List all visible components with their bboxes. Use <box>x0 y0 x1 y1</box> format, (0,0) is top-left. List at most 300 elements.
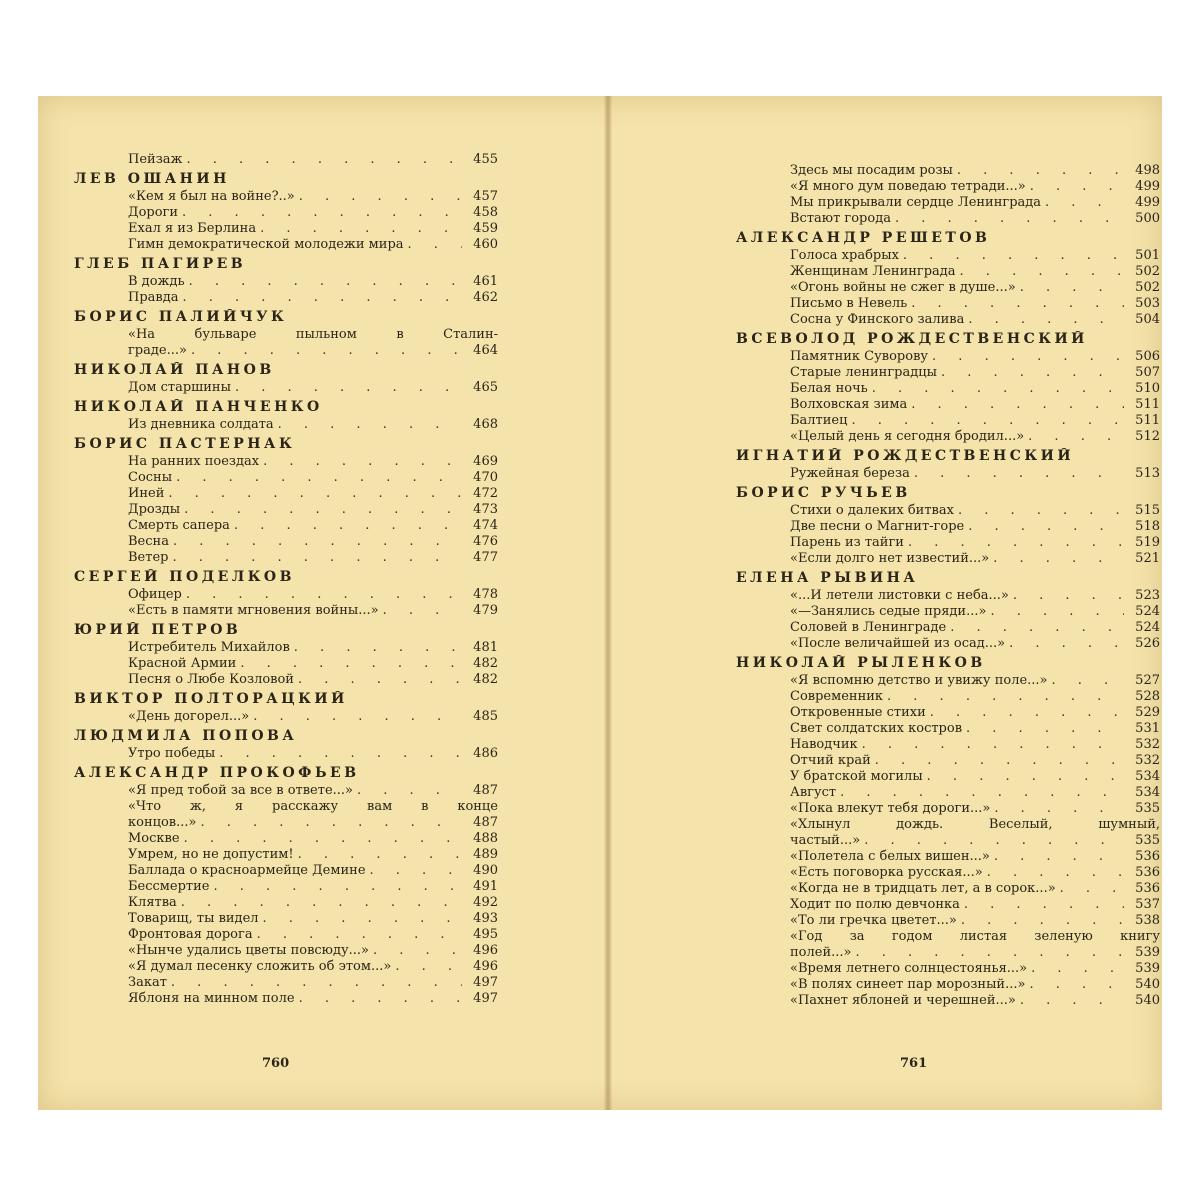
entry-title: «...И летели листовки с неба...» <box>790 588 1009 603</box>
leader-dots <box>1030 179 1124 195</box>
entry-page: 455 <box>473 152 498 167</box>
toc-entry <box>790 881 1160 897</box>
leader-dots <box>855 945 1124 961</box>
entry-page: 476 <box>473 534 498 549</box>
page-number-left: 760 <box>262 1056 290 1071</box>
leader-dots <box>994 849 1124 865</box>
leader-dots <box>189 274 462 290</box>
entry-title: Здесь мы посадим розы <box>790 163 953 178</box>
leader-dots <box>263 911 462 927</box>
toc-entry <box>790 264 1160 280</box>
entry-title: «Я вспомню детство и увижу поле...» <box>790 673 1048 688</box>
entry-page: 496 <box>473 959 498 974</box>
entry-page: 498 <box>1135 163 1160 178</box>
leader-dots <box>1009 636 1124 652</box>
entry-title: Товарищ, ты видел <box>128 911 259 926</box>
toc-entry <box>790 551 1160 567</box>
entry-title: «В полях синеет пар морозный...» <box>790 977 1026 992</box>
entry-page: 464 <box>473 343 498 358</box>
toc-entry <box>128 959 498 975</box>
entry-title: «На бульваре пыльном в Сталин- <box>128 327 498 342</box>
leader-dots <box>1060 881 1124 897</box>
entry-page: 487 <box>473 815 498 830</box>
toc-entry <box>790 817 1160 849</box>
leader-dots <box>383 603 462 619</box>
entry-title: Ружейная береза <box>790 466 910 481</box>
entry-title: Соловей в Ленинграде <box>790 620 947 635</box>
entry-page: 479 <box>473 603 498 618</box>
entry-title: Гимн демократической молодежи мира <box>128 237 404 252</box>
toc-entry <box>790 397 1160 413</box>
entry-page: 528 <box>1135 689 1160 704</box>
leader-dots <box>941 365 1124 381</box>
toc-entry <box>790 705 1160 721</box>
entry-page: 535 <box>1135 833 1160 848</box>
leader-dots <box>298 672 462 688</box>
entry-title: Умрем, но не допустим! <box>128 847 294 862</box>
leader-dots <box>263 454 462 470</box>
leader-dots <box>1020 993 1124 1009</box>
entry-title: Памятник Суворову <box>790 349 929 364</box>
toc-entry <box>128 486 498 502</box>
entry-title: Утро победы <box>128 746 216 761</box>
entry-page: 457 <box>473 189 498 204</box>
entry-title: Женщинам Ленинграда <box>790 264 956 279</box>
entry-page: 474 <box>473 518 498 533</box>
entry-page: 492 <box>473 895 498 910</box>
leader-dots <box>914 466 1124 482</box>
leader-dots <box>994 801 1124 817</box>
toc-entry <box>790 604 1160 620</box>
entry-title: «Время летнего солнцестоянья...» <box>790 961 1028 976</box>
entry-title: Наводчик <box>790 737 858 752</box>
entry-title: Встают города <box>790 211 891 226</box>
toc-entry-line2 <box>790 945 1160 961</box>
toc-entry <box>790 801 1160 817</box>
toc-entry <box>790 689 1160 705</box>
toc-right <box>736 163 1160 1009</box>
toc-entry <box>128 991 498 1007</box>
toc-entry <box>790 721 1160 737</box>
leader-dots <box>1029 977 1124 993</box>
toc-entry <box>790 753 1160 769</box>
entry-page: 515 <box>1135 503 1160 518</box>
toc-entry <box>790 466 1160 482</box>
toc-entry <box>128 927 498 943</box>
entry-title: Фронтовая дорога <box>128 927 253 942</box>
toc-entry <box>790 312 1160 328</box>
entry-title: «Я пред тобой за все в ответе...» <box>128 783 353 798</box>
leader-dots <box>1052 673 1124 689</box>
book-spread <box>38 96 1162 1110</box>
entry-page: 518 <box>1135 519 1160 534</box>
entry-page: 521 <box>1135 551 1160 566</box>
entry-title: Мы прикрывали сердце Ленинграда <box>790 195 1042 210</box>
toc-entry <box>128 799 498 831</box>
toc-entry <box>128 783 498 799</box>
entry-title-cont: граде...» <box>128 343 187 358</box>
toc-entry <box>790 620 1160 636</box>
toc-entry <box>790 381 1160 397</box>
toc-entry <box>790 429 1160 445</box>
entry-title: «День догорел...» <box>128 709 250 724</box>
leader-dots <box>171 975 462 991</box>
leader-dots <box>964 897 1124 913</box>
toc-entry <box>790 296 1160 312</box>
toc-entry <box>128 640 498 656</box>
author-heading: ЕЛЕНА РЫВИНА <box>736 570 919 586</box>
leader-dots <box>181 895 462 911</box>
toc-entry <box>790 865 1160 881</box>
entry-page: 504 <box>1135 312 1160 327</box>
entry-title-cont: полей...» <box>790 945 852 960</box>
leader-dots <box>260 221 462 237</box>
leader-dots <box>357 783 462 799</box>
author-heading: БОРИС РУЧЬЕВ <box>736 485 911 501</box>
toc-entry <box>790 413 1160 429</box>
leader-dots <box>299 189 462 205</box>
entry-page: 537 <box>1135 897 1160 912</box>
toc-entry <box>790 673 1160 689</box>
entry-page: 499 <box>1135 195 1160 210</box>
leader-dots <box>957 163 1124 179</box>
entry-page: 493 <box>473 911 498 926</box>
toc-entry <box>790 211 1160 227</box>
entry-title: Красной Армии <box>128 656 237 671</box>
entry-page: 481 <box>473 640 498 655</box>
leader-dots <box>182 290 462 306</box>
entry-page: 535 <box>1135 801 1160 816</box>
leader-dots <box>960 264 1124 280</box>
entry-page: 506 <box>1135 349 1160 364</box>
leader-dots <box>911 296 1124 312</box>
entry-title-cont: частый...» <box>790 833 861 848</box>
entry-title: «Пахнет яблоней и черешней...» <box>790 993 1016 1008</box>
entry-title: Свет солдатских костров <box>790 721 963 736</box>
leader-dots <box>219 746 462 762</box>
toc-entry <box>790 179 1160 195</box>
toc-entry <box>128 831 498 847</box>
leader-dots <box>862 737 1124 753</box>
right-page <box>612 96 1162 1110</box>
entry-page: 485 <box>473 709 498 724</box>
entry-page: 461 <box>473 274 498 289</box>
entry-title: Ветер <box>128 550 169 565</box>
leader-dots <box>299 991 462 1007</box>
leader-dots <box>168 486 462 502</box>
entry-page: 511 <box>1135 397 1160 412</box>
entry-title: Дрозды <box>128 502 181 517</box>
toc-entry <box>790 849 1160 865</box>
author-heading: АЛЕКСАНДР РЕШЕТОВ <box>736 230 991 246</box>
author-heading: НИКОЛАЙ ПАНОВ <box>74 362 275 378</box>
entry-title: Парень из тайги <box>790 535 904 550</box>
toc-entry <box>128 189 498 205</box>
toc-entry <box>790 349 1160 365</box>
leader-dots <box>1013 588 1124 604</box>
entry-page: 488 <box>473 831 498 846</box>
toc-entry <box>128 672 498 688</box>
entry-page: 496 <box>473 943 498 958</box>
entry-title: Из дневника солдата <box>128 417 274 432</box>
toc-entry <box>790 977 1160 993</box>
entry-page: 523 <box>1135 588 1160 603</box>
toc-entry <box>128 221 498 237</box>
toc-entry <box>790 636 1160 652</box>
entry-title-cont: концов...» <box>128 815 197 830</box>
leader-dots <box>1020 280 1124 296</box>
entry-page: 458 <box>473 205 498 220</box>
toc-entry <box>128 895 498 911</box>
entry-page: 539 <box>1135 961 1160 976</box>
leader-dots <box>214 879 463 895</box>
toc-entry <box>128 470 498 486</box>
leader-dots <box>235 380 462 396</box>
entry-page: 500 <box>1135 211 1160 226</box>
toc-entry <box>790 993 1160 1009</box>
leader-dots <box>395 959 462 975</box>
entry-page: 482 <box>473 656 498 671</box>
leader-dots <box>911 397 1124 413</box>
leader-dots <box>182 205 462 221</box>
entry-page: 540 <box>1135 977 1160 992</box>
entry-title: Отчий край <box>790 753 871 768</box>
toc-entry-line2 <box>128 343 498 359</box>
entry-title: Стихи о далеких битвах <box>790 503 954 518</box>
leader-dots <box>864 833 1124 849</box>
toc-entry <box>128 380 498 396</box>
toc-entry <box>128 152 498 168</box>
entry-title: Современник <box>790 689 884 704</box>
entry-page: 459 <box>473 221 498 236</box>
toc-left <box>74 152 498 1007</box>
toc-entry <box>128 502 498 518</box>
entry-title: «Целый день я сегодня бродил...» <box>790 429 1025 444</box>
toc-entry <box>790 785 1160 801</box>
entry-page: 501 <box>1135 248 1160 263</box>
toc-entry <box>128 534 498 550</box>
toc-entry <box>128 911 498 927</box>
leader-dots <box>932 349 1124 365</box>
entry-title: Истребитель Михайлов <box>128 640 290 655</box>
entry-title: Офицер <box>128 587 182 602</box>
author-heading: ВСЕВОЛОД РОЖДЕСТВЕНСКИЙ <box>736 331 1088 347</box>
entry-page: 478 <box>473 587 498 602</box>
entry-page: 497 <box>473 975 498 990</box>
entry-title: В дождь <box>128 274 185 289</box>
toc-entry <box>790 929 1160 961</box>
entry-page: 495 <box>473 927 498 942</box>
leader-dots <box>966 721 1124 737</box>
entry-title: «—Занялись седые пряди...» <box>790 604 987 619</box>
entry-page: 497 <box>473 991 498 1006</box>
entry-page: 472 <box>473 486 498 501</box>
entry-title: «Я много дум поведаю тетради...» <box>790 179 1026 194</box>
entry-page: 536 <box>1135 881 1160 896</box>
toc-entry <box>128 274 498 290</box>
leader-dots <box>408 237 462 253</box>
leader-dots <box>875 753 1124 769</box>
entry-title: Белая ночь <box>790 381 868 396</box>
toc-entry <box>790 163 1160 179</box>
entry-page: 462 <box>473 290 498 305</box>
toc-entry <box>128 709 498 725</box>
entry-title: «Когда не в тридцать лет, а в сорок...» <box>790 881 1056 896</box>
entry-title: «Огонь войны не сжег в душе...» <box>790 280 1016 295</box>
entry-title: Клятва <box>128 895 177 910</box>
entry-page: 487 <box>473 783 498 798</box>
entry-page: 526 <box>1135 636 1160 651</box>
entry-page: 511 <box>1135 413 1160 428</box>
leader-dots <box>173 534 462 550</box>
leader-dots <box>294 640 462 656</box>
entry-title: Иней <box>128 486 165 501</box>
entry-page: 534 <box>1135 785 1160 800</box>
entry-page: 534 <box>1135 769 1160 784</box>
entry-title: Москве <box>128 831 180 846</box>
toc-entry <box>128 879 498 895</box>
toc-entry <box>790 365 1160 381</box>
leader-dots <box>187 152 463 168</box>
entry-page: 507 <box>1135 365 1160 380</box>
entry-title: Волховская зима <box>790 397 908 412</box>
leader-dots <box>298 847 462 863</box>
page-number-right: 761 <box>900 1056 928 1071</box>
toc-entry <box>790 280 1160 296</box>
leader-dots <box>373 943 462 959</box>
leader-dots <box>253 709 462 725</box>
left-page <box>38 96 604 1110</box>
toc-entry <box>128 746 498 762</box>
leader-dots <box>968 519 1124 535</box>
entry-page: 510 <box>1135 381 1160 396</box>
entry-title: Дом старшины <box>128 380 231 395</box>
leader-dots <box>968 312 1124 328</box>
leader-dots <box>191 343 462 359</box>
entry-title: Яблоня на минном поле <box>128 991 295 1006</box>
author-heading: ЮРИЙ ПЕТРОВ <box>74 622 242 638</box>
entry-page: 532 <box>1135 753 1160 768</box>
entry-page: 477 <box>473 550 498 565</box>
toc-entry <box>790 737 1160 753</box>
leader-dots <box>887 689 1124 705</box>
entry-page: 538 <box>1135 913 1160 928</box>
entry-title: Смерть сапера <box>128 518 230 533</box>
toc-entry-line2 <box>128 815 498 831</box>
toc-entry <box>128 847 498 863</box>
entry-title: Сосна у Финского залива <box>790 312 965 327</box>
entry-title: «Есть поговорка русская...» <box>790 865 983 880</box>
leader-dots <box>370 863 462 879</box>
author-heading: СЕРГЕЙ ПОДЕЛКОВ <box>74 569 295 585</box>
toc-entry <box>128 290 498 306</box>
entry-page: 519 <box>1135 535 1160 550</box>
toc-entry <box>128 454 498 470</box>
leader-dots <box>851 413 1124 429</box>
entry-title: «Я думал песенку сложить об этом...» <box>128 959 392 974</box>
toc-entry <box>128 237 498 253</box>
entry-title: У братской могилы <box>790 769 923 784</box>
leader-dots <box>1028 429 1124 445</box>
entry-title: «После величайшей из осад...» <box>790 636 1006 651</box>
toc-entry <box>790 195 1160 211</box>
entry-page: 502 <box>1135 264 1160 279</box>
toc-entry <box>128 550 498 566</box>
entry-page: 489 <box>473 847 498 862</box>
leader-dots <box>987 865 1124 881</box>
entry-page: 532 <box>1135 737 1160 752</box>
entry-page: 503 <box>1135 296 1160 311</box>
entry-title: Голоса храбрых <box>790 248 899 263</box>
author-heading: БОРИС ПАСТЕРНАК <box>74 436 296 452</box>
toc-entry <box>790 535 1160 551</box>
entry-page: 473 <box>473 502 498 517</box>
entry-page: 536 <box>1135 849 1160 864</box>
entry-title: Песня о Любе Козловой <box>128 672 294 687</box>
entry-page: 470 <box>473 470 498 485</box>
toc-entry <box>790 961 1160 977</box>
leader-dots <box>950 620 1124 636</box>
book-gutter <box>604 96 612 1110</box>
leader-dots <box>895 211 1124 227</box>
entry-page: 524 <box>1135 620 1160 635</box>
leader-dots <box>840 785 1124 801</box>
author-heading: ЛЮДМИЛА ПОПОВА <box>74 728 298 744</box>
toc-entry <box>128 975 498 991</box>
entry-page: 529 <box>1135 705 1160 720</box>
toc-entry <box>128 205 498 221</box>
entry-page: 502 <box>1135 280 1160 295</box>
entry-title: Дороги <box>128 205 179 220</box>
leader-dots <box>184 502 462 518</box>
author-heading: ИГНАТИЙ РОЖДЕСТВЕНСКИЙ <box>736 448 1075 464</box>
toc-entry <box>128 943 498 959</box>
entry-title: Ходит по полю девчонка <box>790 897 960 912</box>
leader-dots <box>234 518 462 534</box>
entry-title: Откровенные стихи <box>790 705 926 720</box>
entry-title: «Есть в памяти мгновения войны...» <box>128 603 379 618</box>
toc-entry <box>128 518 498 534</box>
author-heading: ВИКТОР ПОЛТОРАЦКИЙ <box>74 691 348 707</box>
entry-title: Бессмертие <box>128 879 210 894</box>
entry-page: 482 <box>473 672 498 687</box>
toc-entry <box>790 588 1160 604</box>
leader-dots <box>184 831 462 847</box>
entry-title: Сосны <box>128 470 173 485</box>
entry-page: 539 <box>1135 945 1160 960</box>
entry-page: 465 <box>473 380 498 395</box>
author-heading: БОРИС ПАЛИЙЧУК <box>74 309 288 325</box>
author-heading: ЛЕВ ОШАНИН <box>74 171 230 187</box>
entry-page: 491 <box>473 879 498 894</box>
entry-title: «То ли гречка цветет...» <box>790 913 957 928</box>
entry-page: 490 <box>473 863 498 878</box>
toc-entry <box>790 519 1160 535</box>
leader-dots <box>186 587 462 603</box>
entry-page: 531 <box>1135 721 1160 736</box>
entry-page: 512 <box>1135 429 1160 444</box>
toc-entry <box>128 417 498 433</box>
leader-dots <box>200 815 462 831</box>
author-heading: АЛЕКСАНДР ПРОКОФЬЕВ <box>74 765 360 781</box>
entry-page: 524 <box>1135 604 1160 619</box>
leader-dots <box>240 656 462 672</box>
leader-dots <box>927 769 1124 785</box>
toc-entry <box>128 603 498 619</box>
leader-dots <box>961 913 1124 929</box>
entry-title: Старые ленинградцы <box>790 365 937 380</box>
entry-title: На ранних поездах <box>128 454 260 469</box>
